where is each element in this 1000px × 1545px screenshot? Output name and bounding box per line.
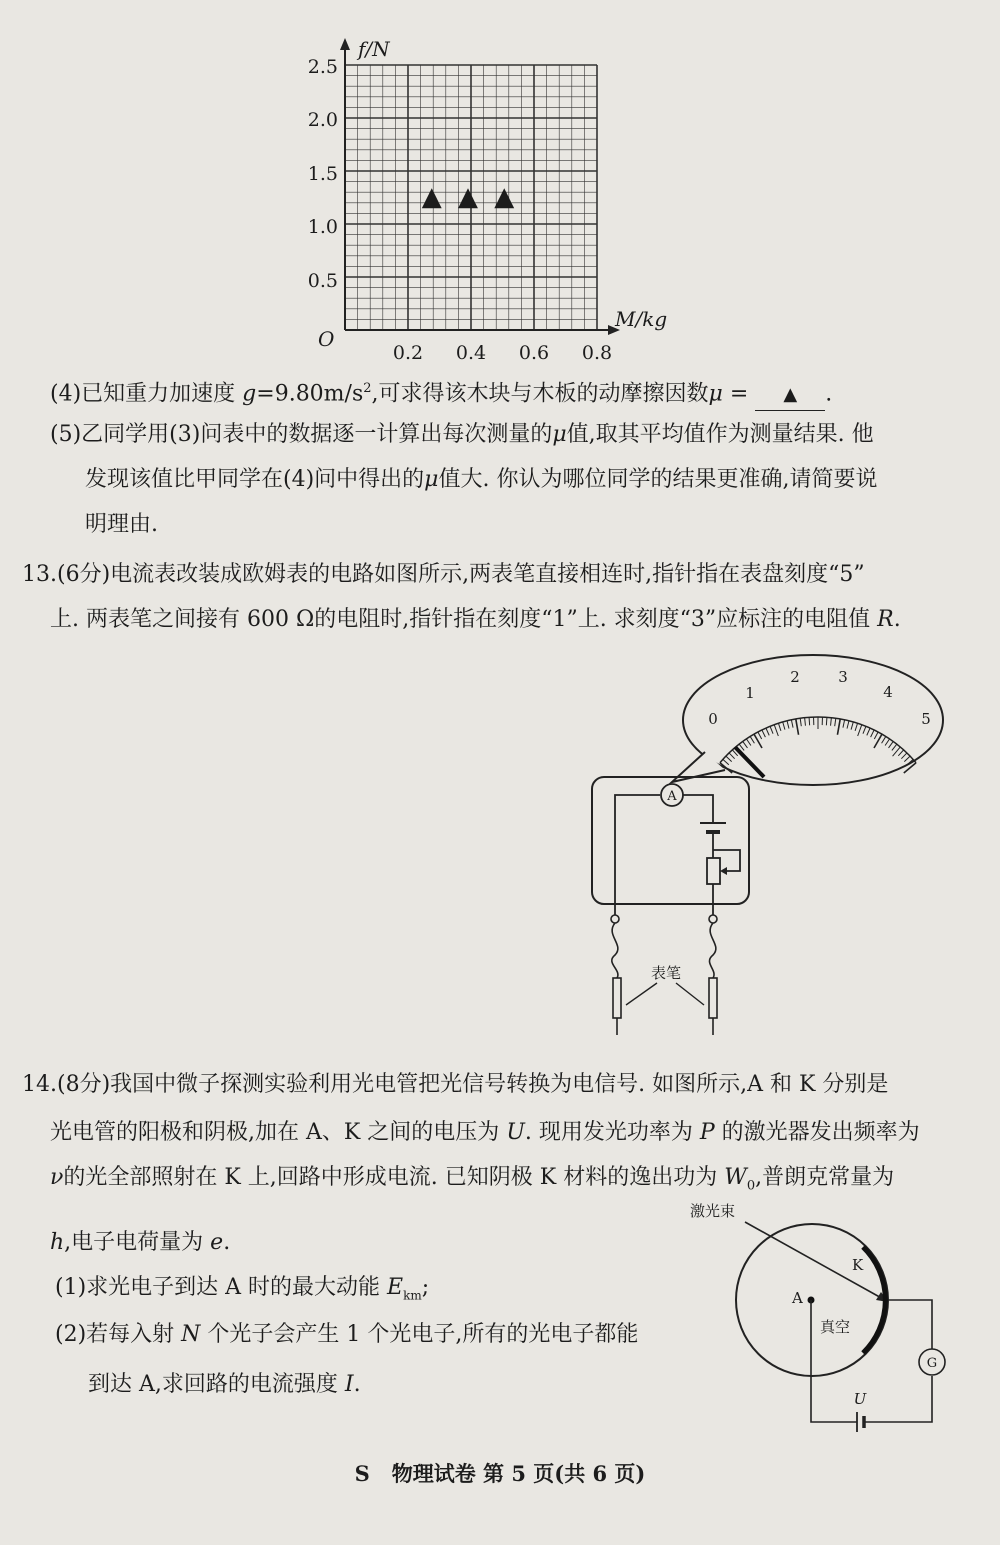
y-tick-label: 1.0 <box>307 216 338 238</box>
q12-part5-line2: 发现该值比甲同学在(4)问中得出的μ值大. 你认为哪位同学的结果更准确,请简要说 <box>85 467 878 492</box>
page-footer <box>0 1458 1000 1488</box>
x-tick-label: 0.2 <box>392 342 424 364</box>
wire <box>864 1376 932 1422</box>
dial-label: 0 <box>708 710 718 728</box>
q14-part2-line1: (2)若每入射 N 个光子会产生 1 个光电子,所有的光电子都能 <box>55 1322 639 1347</box>
dial-label: 3 <box>838 668 848 686</box>
page-number-text: 物理试卷 第 5 页(共 6 页) <box>391 1461 646 1486</box>
q14-line3: ν的光全部照射在 K 上,回路中形成电流. 已知阴极 K 材料的逸出功为 $W_0$,普朗克常量为 <box>50 1165 895 1194</box>
dial-label: 1 <box>745 684 755 702</box>
y-tick-label: 2.5 <box>307 56 338 78</box>
cathode-label: K <box>852 1256 864 1274</box>
vacuum-label: 真空 <box>820 1318 851 1336</box>
dial-label: 2 <box>790 668 800 686</box>
y-axis-label: f/N <box>358 37 390 61</box>
x-tick-label: 0.4 <box>455 342 487 364</box>
ammeter-label: A <box>667 789 677 804</box>
galvanometer-label: G <box>926 1356 938 1371</box>
q14-line2: 光电管的阳极和阴极,加在 A、K 之间的电压为 U. 现用发光功率为 P 的激光器发出频率为 <box>50 1120 920 1145</box>
anode-label: A <box>792 1289 803 1307</box>
x-tick-label: 0.6 <box>518 342 550 364</box>
x-tick-label: 0.8 <box>581 342 613 364</box>
q14-part2-line2: 到达 A,求回路的电流强度 I. <box>88 1372 361 1397</box>
paper-version-letter: S <box>354 1461 370 1486</box>
q13-line2: 上. 两表笔之间接有 600 Ω的电阻时,指针指在刻度“1”上. 求刻度“3”应标注的电阻值 R. <box>50 607 901 632</box>
laser-beam-label: 激光束 <box>690 1202 736 1220</box>
y-tick-label: 2.0 <box>307 109 338 131</box>
q12-part4: (4)已知重力加速度 $g=9.80m/s^2$,可求得该木块与木板的动摩擦因数μ = ▲ . <box>50 374 832 411</box>
q14-line4: h,电子电荷量为 e. <box>50 1230 231 1255</box>
q14-part1: (1)求光电子到达 A 时的最大动能 $E_{km}$; <box>55 1275 430 1303</box>
dial-label: 5 <box>921 710 931 728</box>
y-tick-label: 0.5 <box>307 270 338 292</box>
y-tick-label: 1.5 <box>307 163 338 185</box>
dial-label: 4 <box>883 683 893 701</box>
voltage-label: U <box>853 1390 867 1408</box>
placeholder-triangles: ▲ ▲ ▲ <box>421 182 519 212</box>
wire <box>888 1300 932 1349</box>
answer-blank: ▲ <box>755 380 825 411</box>
q12-part5-line1: (5)乙同学用(3)问表中的数据逐一计算出每次测量的μ值,取其平均值作为测量结果. 他 <box>50 422 874 447</box>
laser-beam <box>745 1222 885 1300</box>
x-axis-label: M/kg <box>615 307 668 331</box>
q13-line1: 13.(6分)电流表改装成欧姆表的电路如图所示,两表笔直接相连时,指针指在表盘刻度“5” <box>22 562 865 587</box>
origin-label: O <box>318 327 335 351</box>
probe-label: 表笔 <box>650 964 682 982</box>
q14-line1: 14.(8分)我国中微子探测实验利用光电管把光信号转换为电信号. 如图所示,A 和 K 分别是 <box>22 1072 889 1097</box>
q12-part5-line3: 明理由. <box>85 512 158 537</box>
